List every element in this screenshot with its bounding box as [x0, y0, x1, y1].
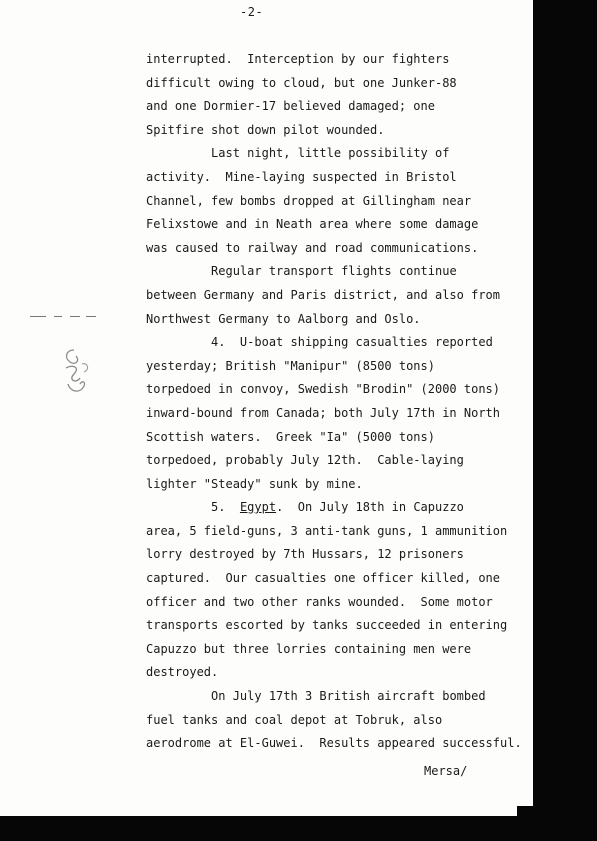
scan-border-corner	[517, 806, 535, 818]
text-line	[146, 591, 526, 615]
line-text: torpedoed in convoy, Swedish "Brodin" (2000 tons)	[146, 382, 501, 397]
text-line	[146, 709, 526, 733]
line-text: Scottish waters. Greek "Ia" (5000 tons)	[146, 429, 435, 444]
text-line	[146, 543, 526, 567]
line-text: difficult owing to cloud, but one Junker-88	[146, 75, 457, 90]
scan-border-bottom	[0, 816, 597, 841]
text-line	[146, 190, 526, 214]
line-text: between Germany and Paris district, and also from	[146, 287, 501, 302]
text-line	[146, 661, 526, 685]
line-text: 5.	[211, 500, 240, 515]
line-text: Channel, few bombs dropped at Gillingham near	[146, 193, 472, 208]
line-text: destroyed.	[146, 665, 219, 680]
line-text: . On July 18th in Capuzzo	[276, 500, 464, 515]
text-line	[146, 48, 526, 72]
line-text: fuel tanks and coal depot at Tobruk, also	[146, 712, 443, 727]
line-text: inward-bound from Canada; both July 17th in North	[146, 405, 501, 420]
line-text: interrupted. Interception by our fighters	[146, 52, 450, 66]
text-line	[146, 95, 526, 119]
line-text: was caused to railway and road communications.	[146, 240, 479, 255]
scan-border-right	[533, 0, 597, 841]
text-line	[146, 496, 526, 520]
line-text: and one Dormier-17 believed damaged; one	[146, 99, 435, 114]
text-line	[146, 308, 526, 332]
paragraph-indent	[146, 689, 211, 703]
line-text: aerodrome at El-Guwei. Results appeared successful.	[146, 736, 522, 751]
text-line	[146, 331, 526, 355]
paragraph-indent	[146, 146, 211, 160]
paragraph-indent	[146, 264, 211, 278]
line-text: lorry destroyed by 7th Hussars, 12 prisoners	[146, 547, 464, 562]
text-line	[146, 260, 526, 284]
text-line	[146, 638, 526, 662]
line-text: torpedoed, probably July 12th. Cable-laying	[146, 453, 464, 468]
text-line	[146, 237, 526, 261]
page-number: -2-	[240, 5, 264, 19]
line-text: officer and two other ranks wounded. Some motor	[146, 594, 493, 609]
line-text: area, 5 field-guns, 3 anti-tank guns, 1 ammunition	[146, 523, 508, 538]
text-line	[146, 520, 526, 544]
text-line	[146, 473, 526, 497]
line-text: Spitfire shot down pilot wounded.	[146, 122, 385, 137]
text-line	[146, 142, 526, 166]
line-text: transports escorted by tanks succeeded in entering	[146, 618, 508, 633]
text-line	[146, 213, 526, 237]
line-text: 4. U-boat shipping casualties reported	[211, 335, 493, 350]
text-line	[146, 426, 526, 450]
line-text: activity. Mine-laying suspected in Bristol	[146, 169, 457, 184]
text-line	[146, 449, 526, 473]
line-text: Northwest Germany to Aalborg and Oslo.	[146, 311, 421, 326]
text-line	[146, 355, 526, 379]
body-text	[146, 48, 526, 756]
text-line	[146, 614, 526, 638]
paragraph-indent	[146, 335, 211, 349]
line-text: lighter "Steady" sunk by mine.	[146, 476, 363, 491]
line-text: yesterday; British "Manipur" (8500 tons)	[146, 358, 435, 373]
line-text: Felixstowe and in Neath area where some damage	[146, 217, 479, 232]
text-line	[146, 284, 526, 308]
text-line	[146, 119, 526, 143]
text-line	[146, 378, 526, 402]
line-text: Capuzzo but three lorries containing men were	[146, 641, 472, 656]
text-line	[146, 166, 526, 190]
line-text: On July 17th 3 British aircraft bombed	[211, 689, 486, 704]
text-line	[146, 685, 526, 709]
margin-dashes	[30, 316, 96, 318]
margin-handwritten-mark	[60, 346, 100, 398]
line-text: Regular transport flights continue	[211, 264, 457, 279]
text-line	[146, 732, 526, 756]
line-text: Last night, little possibility of	[211, 146, 450, 161]
continuation-catchword: Mersa/	[424, 764, 468, 778]
line-text: captured. Our casualties one officer killed, one	[146, 571, 501, 586]
text-line	[146, 72, 526, 96]
text-line	[146, 402, 526, 426]
text-line	[146, 567, 526, 591]
paragraph-indent	[146, 500, 211, 514]
section-heading: Egypt	[239, 500, 277, 515]
